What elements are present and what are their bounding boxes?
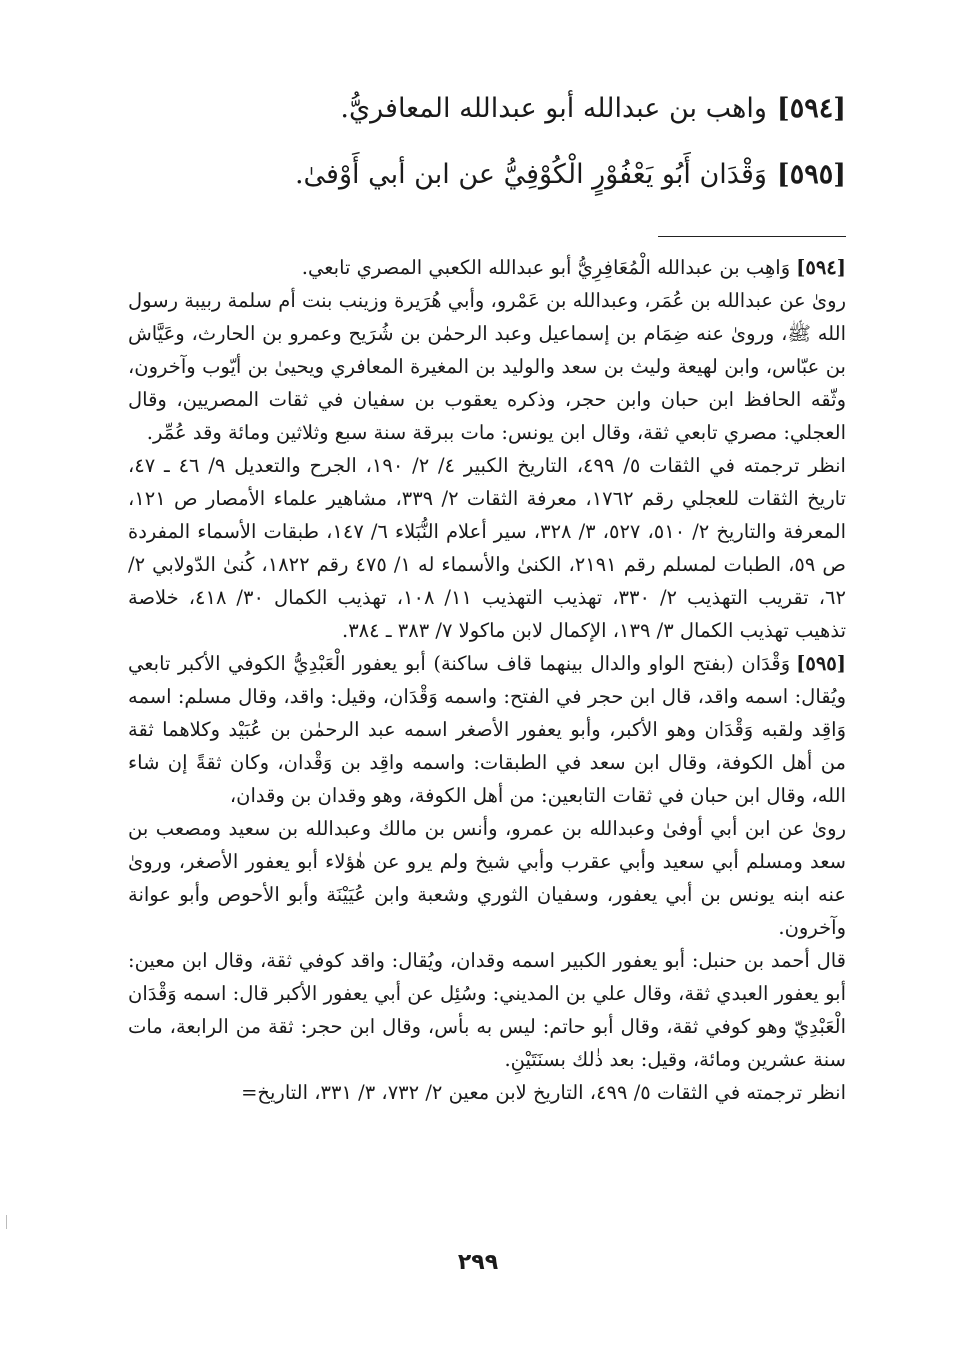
- entry-text: وَقْدَان أَبُو يَعْفُوْرٍ الْكُوْفِيُّ عن ابن أبي أَوْفىٰ.: [294, 159, 767, 190]
- main-text: [128, 88, 846, 196]
- footnote-595: [128, 647, 846, 1109]
- entry-text: واهب بن عبدالله أبو عبدالله المعافريُّ.: [340, 93, 767, 124]
- scan-edge-mark: [6, 1215, 13, 1229]
- footnotes: [128, 251, 846, 1109]
- footnote-heading: [128, 647, 846, 812]
- footnote-heading: [128, 251, 846, 284]
- entry-number: [٥٩٤]: [776, 93, 846, 124]
- footnote-heading-text: وَقْدَان (بفتح الواو والدال بينهما قاف ساكنة) أبو يعفور الْعَبْدِيُّ الكوفي الأكبر تابعي ويُقال: اسمه واقد، قال ابن حجر في الفتح: واسمه وَقْدَان، وقيل: واقد، وقال مسلم: اسمه وَاقِد ولقبه وَقْدَان وهو الأكبر، وأبو يعفور الأصغر اسمه عبد الرحمٰن بن عُبَيْد وكلاهما ثقة من أهل الكوفة، وقال ابن سعد في الطبقات: واسمه واقِد بن وَقْدان، وكان ثقةً إن شاء الله، وقال ابن حبان في ثقات التابعين: من أهل الكوفة، وهو وقدان بن وقدان،: [128, 652, 846, 807]
- footnote-number: [٥٩٤]: [796, 256, 846, 279]
- footnote-paragraph: قال أحمد بن حنبل: أبو يعفور الكبير اسمه وقدان، ويُقال: واقد كوفي ثقة، وقال ابن معين: أبو يعفور العبدي ثقة، وقال علي بن المديني: وسُئِل عن أبي يعفور الأكبر قال: اسمه وَقْدَان الْعَبْدِيّ وهو كوفي ثقة، وقال أبو حاتم: ليس به بأس، وقال ابن حجر: ثقة من الرابعة، مات سنة عشرين ومائة، وقيل: بعد ذٰلك بسنَتَيْنِ.: [128, 949, 846, 1071]
- page-number: ٢٩٩: [457, 1250, 499, 1275]
- main-entry-595: [128, 154, 846, 196]
- entry-number: [٥٩٥]: [776, 159, 846, 190]
- footnote-references: انظر ترجمته في الثقات ٥/ ٤٩٩، التاريخ الكبير ٤/ ٢/ ١٩٠، الجرح والتعديل ٩/ ٤٦ ـ ٤٧، تاريخ الثقات للعجلي رقم ١٧٦٢، معرفة الثقات ٢/ ٣٣٩، مشاهير علماء الأمصار ص ١٢١، المعرفة والتاريخ ٢/ ٥١٠، ٥٢٧، ٣/ ٣٢٨، سير أعلام النُّبَلاء ٦/ ١٤٧، طبقات الأسماء المفردة ص ٥٩، الطبات لمسلم رقم ٢١٩١، الكنىٰ والأسماء له ١/ ٤٧٥ رقم ١٨٢٢، كُنىٰ الدّولابي ٢/ ٦٢، تقريب التهذيب ٢/ ٣٣٠، تهذيب التهذيب ١١/ ١٠٨، تهذيب الكمال ٣٠/ ٤١٨، خلاصة تذهيب تهذيب الكمال ٣/ ١٣٩، الإكمال لابن ماكولا ٧/ ٣٨٣ ـ ٣٨٤.: [128, 454, 846, 642]
- main-entry-594: [128, 88, 846, 130]
- footnote-references: انظر ترجمته في الثقات ٥/ ٤٩٩، التاريخ لابن معين ٢/ ٧٣٢، ٣/ ٣٣١، التاريخ=: [241, 1081, 846, 1104]
- footnote-594: [128, 251, 846, 647]
- footnote-number: [٥٩٥]: [796, 652, 846, 675]
- footnote-paragraph: روىٰ عن ابن أبي أوفىٰ وعبدالله بن عمرو، وأنس بن مالك وعبدالله بن سعيد ومصعب بن سعد ومسلم أبي سعيد وأبي عقرب وأبي شيخ ولم يرو عن هٰؤلاء أبو يعفور الأصغر، وروىٰ عنه ابنه يونس بن أبي يعفور، وسفيان الثوري وشعبة وابن عُيَيْنَة وأبو الأحوص وأبو عوانة وآخرون.: [128, 817, 846, 939]
- footnote-paragraph: رویٰ عن عبدالله بن عُمَر، وعبدالله بن عَمْرو، وأبي هُرَيرة وزينب بنت أم سلمة ربيبة رسول الله ﷺ، وروىٰ عنه ضِمَام بن إسماعيل وعبد الرحمٰن بن شُرَيح وعمرو بن الحارث، وعَيَّاش بن عبّاس، وابن لهيعة وليث بن سعد والوليد بن المغيرة المعافري ويحيىٰ بن أيّوب وآخرون، وثّقه الحافظ ابن حبان وابن حجر، وذكره يعقوب بن سفيان في ثقات المصريين، وقال العجلي: مصري تابعي ثقة، وقال ابن يونس: مات ببرقة سنة سبع وثلاثين ومائة وقد عُمِّر.: [128, 289, 846, 444]
- footnote-separator: [658, 236, 846, 237]
- footnote-heading-text: وَاهِب بن عبدالله الْمُعَافِرِيُّ أبو عبدالله الكعبي المصري تابعي.: [301, 256, 791, 279]
